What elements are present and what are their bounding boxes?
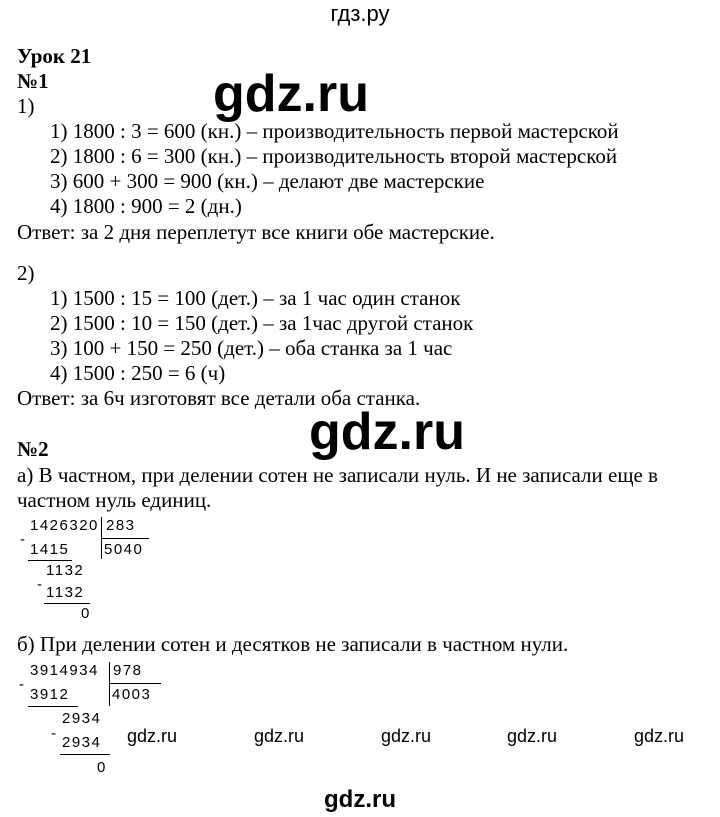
subtrahend: 1415 bbox=[30, 541, 70, 558]
minus-sign: - bbox=[37, 576, 44, 593]
part-label: 2) bbox=[17, 261, 35, 285]
minus-sign: - bbox=[19, 676, 26, 693]
watermark: gdz.ru bbox=[254, 726, 305, 746]
watermark: gdz.ru bbox=[127, 726, 178, 746]
solution-step: 4) 1500 : 250 = 6 (ч) bbox=[50, 361, 226, 385]
remainder: 1132 bbox=[46, 562, 85, 579]
watermark: gdz.ru bbox=[507, 726, 558, 746]
part-label: 1) bbox=[17, 94, 35, 118]
paragraph: а) В частном, при делении сотен не записали нуль. И не записали еще в bbox=[17, 463, 658, 487]
task-number: №1 bbox=[17, 69, 49, 93]
divisor: 978 bbox=[113, 662, 143, 679]
solution-step: 1) 1800 : 3 = 600 (кн.) – производительность первой мастерской bbox=[50, 119, 619, 143]
paragraph: частном нуль единиц. bbox=[17, 488, 212, 512]
watermark: gdz.ru bbox=[213, 65, 369, 123]
paragraph: б) При делении сотен и десятков не записали в частном нули. bbox=[17, 632, 569, 656]
footer-watermark: gdz.ru bbox=[324, 786, 396, 813]
solution-step: 3) 600 + 300 = 900 (кн.) – делают две мастерские bbox=[50, 169, 485, 193]
solution-step: 3) 100 + 150 = 250 (дет.) – оба станка за 1 час bbox=[50, 336, 453, 360]
lesson-title: Урок 21 bbox=[17, 44, 92, 68]
watermark: gdz.ru bbox=[634, 726, 685, 746]
dividend: 3914934 bbox=[30, 662, 99, 679]
minus-sign: - bbox=[51, 725, 58, 742]
site-header: гдз.ру bbox=[330, 1, 390, 26]
quotient: 5040 bbox=[104, 541, 144, 558]
subtrahend: 3912 bbox=[30, 686, 70, 703]
watermark: gdz.ru bbox=[381, 726, 432, 746]
quotient: 4003 bbox=[112, 686, 152, 703]
divisor: 283 bbox=[106, 517, 136, 534]
watermark: gdz.ru bbox=[309, 403, 465, 461]
solution-step: 2) 1800 : 6 = 300 (кн.) – производительность второй мастерской bbox=[50, 144, 618, 168]
answer: Ответ: за 6ч изготовят все детали оба станка. bbox=[17, 386, 421, 410]
division-result: 0 bbox=[97, 759, 107, 776]
solution-step: 4) 1800 : 900 = 2 (дн.) bbox=[50, 194, 242, 218]
remainder: 2934 bbox=[62, 710, 102, 727]
answer: Ответ: за 2 дня переплетут все книги обе мастерские. bbox=[17, 220, 495, 244]
subtrahend: 1132 bbox=[46, 584, 85, 601]
solution-step: 2) 1500 : 10 = 150 (дет.) – за 1час другой станок bbox=[50, 311, 474, 335]
subtrahend: 2934 bbox=[62, 734, 102, 751]
task-number: №2 bbox=[17, 437, 49, 461]
minus-sign: - bbox=[20, 531, 27, 548]
solution-step: 1) 1500 : 15 = 100 (дет.) – за 1 час один станок bbox=[50, 286, 461, 310]
division-result: 0 bbox=[81, 605, 91, 622]
dividend: 1426320 bbox=[30, 517, 99, 534]
